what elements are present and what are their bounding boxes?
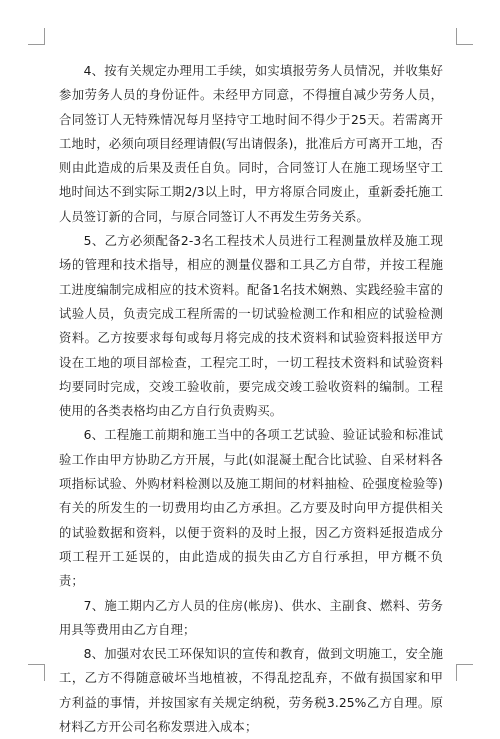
- clause-4-paragraph: 4、按有关规定办理用工手续，如实填报劳务人员情况，并收集好参加劳务人员的身份证件。未经甲方同意，不得擅自减少劳务人员，合同签订人无特殊情况每月坚持守工地时间不得少于25天。若需离开工地时，必须向项目经理请假(写出请假条)，批准后方可离开工地，否则由此造成的后果及责任自负。同时，合同签订人在施工现场坚守工地时间达不到实际工期2/3以上时，甲方将原合同废止，重新委托施工人员签订新的合同，与原合同签订人不再发生劳务关系。: [59, 64, 443, 224]
- clause-6-paragraph: 6、工程施工前期和施工当中的各项工艺试验、验证试验和标准试验工作由甲方协助乙方开展，与此(如混凝土配合比试验、自采材料各项指标试验、外购材料检测以及施工期间的材料抽检、砼强度检验等)有关的所发生的一切费用均由乙方承担。乙方要及时向甲方提供相关的试验数据和资料，以便于资料的及时上报，因乙方资料延报造成分项工程开工延误的，由此造成的损失由乙方自行承担，甲方概不负责；: [59, 428, 443, 589]
- clause-5-paragraph: 5、乙方必须配备2-3名工程技术人员进行工程测量放样及施工现场的管理和技术指导，相应的测量仪器和工具乙方自带，并按工程施工进度编制完成相应的技术资料。配备1名技术娴熟、实践经验丰富的试验人员，负责完成工程所需的一切试验检测工作和相应的试验检测资料。乙方按要求每旬或每月将完成的技术资料和试验资料报送甲方设在工地的项目部检查，工程完工时，一切工程技术资料和试验资料均要同时完成，交竣工验收前，要完成交竣工验收资料的编制。工程使用的各类表格均由乙方自行负责购买。: [59, 234, 443, 419]
- clause-7-paragraph: 7、施工期内乙方人员的住房(帐房)、供水、主副食、燃料、劳务用具等费用由乙方自理；: [59, 598, 443, 637]
- document-body: [59, 59, 443, 739]
- crop-mark-bottom-right: [456, 664, 473, 681]
- crop-mark-top-right: [456, 28, 473, 45]
- clause-8-paragraph: 8、加强对农民工环保知识的宣传和教育，做到文明施工，安全施工，乙方不得随意破坏当地植被，不得乱挖乱弃，不做有损国家和甲方利益的事情，并按国家有关规定纳税，劳务税3.25%乙方自理。原材料乙方开公司名称发票进入成本；: [59, 647, 443, 735]
- crop-mark-top-left: [28, 28, 45, 45]
- crop-mark-bottom-left: [28, 664, 45, 681]
